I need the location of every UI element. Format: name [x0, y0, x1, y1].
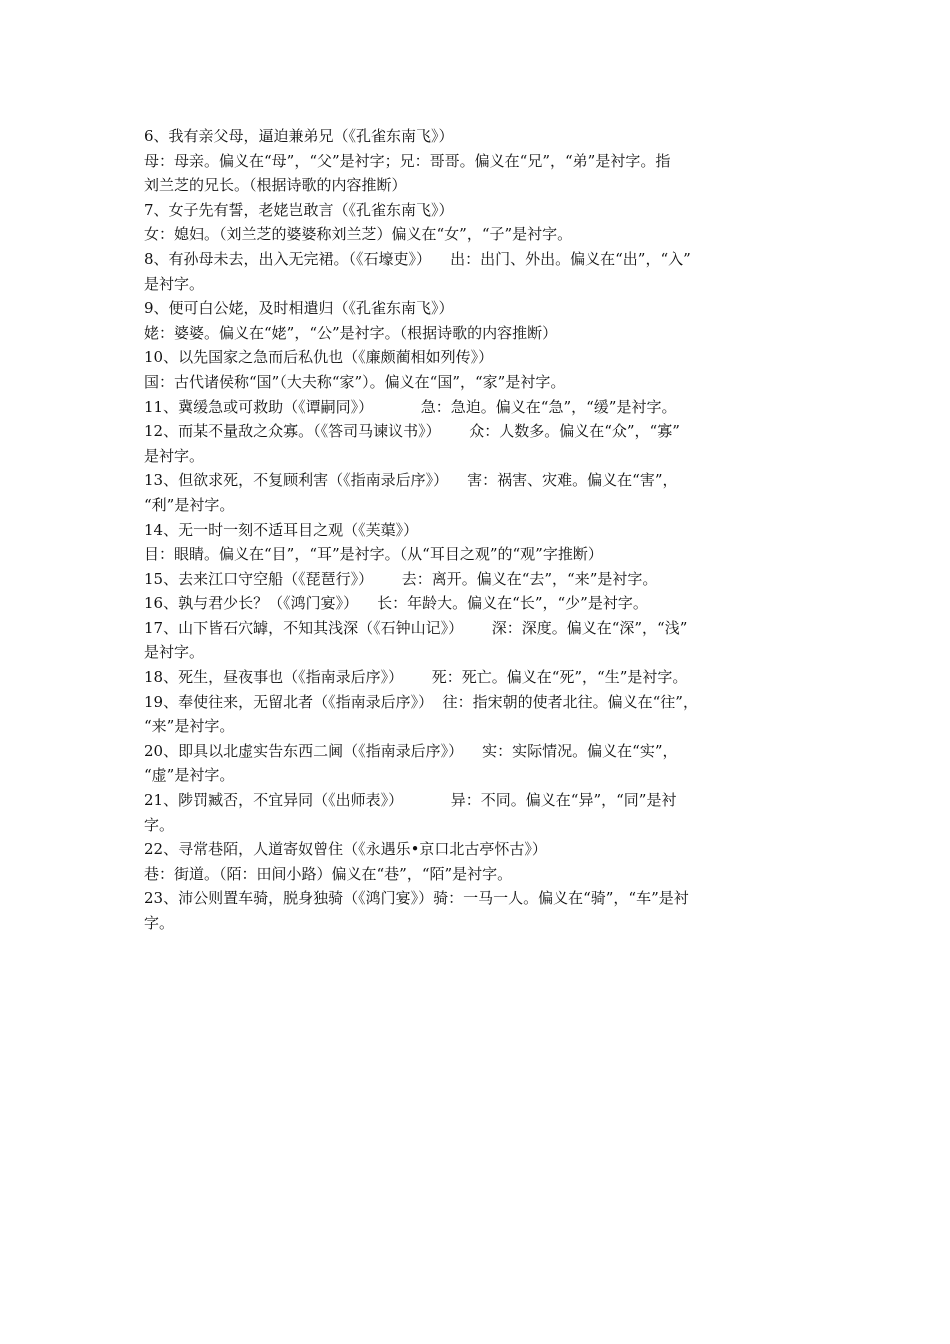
- text-line: 9、便可白公姥，及时相遣归（《孔雀东南飞》）: [144, 299, 454, 318]
- text-line: 字。: [144, 914, 175, 932]
- text-line: 15、去来江口守空船（《琵琶行》） 去：离开。偏义在“去”，“来”是衬字。: [144, 569, 658, 588]
- text-line: 12、而某不量敌之众寡。（《答司马谏议书》） 众：人数多。偏义在“众”，“寡”: [144, 422, 680, 441]
- text-line: 23、沛公则置车骑，脱身独骑（《鸿门宴》）骑：一马一人。偏义在“骑”，“车”是衬: [144, 889, 689, 908]
- text-line: 母：母亲。偏义在“母”，“父”是衬字；兄：哥哥。偏义在“兄”，“弟”是衬字。指: [144, 151, 671, 170]
- text-line: 14、无一时一刻不适耳目之观（《芙蕖》）: [144, 520, 419, 539]
- text-line: 8、有孙母未去，出入无完裙。（《石壕吏》） 出：出门、外出。偏义在“出”，“入”: [144, 249, 691, 268]
- text-line: 姥：婆婆。偏义在“姥”，“公”是衬字。（根据诗歌的内容推断）: [144, 323, 558, 342]
- text-line: 国：古代诸侯称“国”（大夫称“家”）。偏义在“国”，“家”是衬字。: [144, 372, 566, 391]
- document-body: [144, 124, 808, 936]
- text-line: 22、寻常巷陌，人道寄奴曾住（《永遇乐•京口北古亭怀古》）: [144, 840, 547, 859]
- text-line: “来”是衬字。: [144, 717, 235, 736]
- text-line: 刘兰芝的兄长。（根据诗歌的内容推断）: [144, 176, 407, 195]
- text-line: 字。: [144, 815, 175, 834]
- text-line: 18、死生，昼夜事也（《指南录后序》） 死：死亡。偏义在“死”，“生”是衬字。: [144, 668, 688, 687]
- text-line: 20、即具以北虚实告东西二阃（《指南录后序》） 实：实际情况。偏义在“实”，: [144, 741, 678, 760]
- text-line: 6、我有亲父母，逼迫兼弟兄（《孔雀东南飞》）: [144, 127, 454, 145]
- text-line: 16、孰与君少长？（《鸿门宴》） 长：年龄大。偏义在“长”，“少”是衬字。: [144, 594, 648, 613]
- text-line: 19、奉使往来，无留北者（《指南录后序》） 往：指宋朝的使者北往。偏义在“往”，: [144, 692, 698, 711]
- text-line: 10、以先国家之急而后私仇也（《廉颇蔺相如列传》）: [144, 348, 494, 367]
- text-line: “利”是衬字。: [144, 495, 235, 514]
- text-line: 是衬字。: [144, 446, 205, 465]
- text-line: 是衬字。: [144, 643, 205, 662]
- text-line: 7、女子先有誓，老姥岂敢言（《孔雀东南飞》）: [144, 200, 454, 219]
- text-line: 女：媳妇。（刘兰芝的婆婆称刘兰芝）偏义在“女”，“子”是衬字。: [144, 225, 573, 244]
- text-line: 17、山下皆石穴罅，不知其浅深（《石钟山记》） 深：深度。偏义在“深”，“浅”: [144, 618, 688, 637]
- text-line: 13、但欲求死，不复顾利害（《指南录后序》） 害：祸害、灾难。偏义在“害”，: [144, 471, 678, 490]
- text-line: 是衬字。: [144, 274, 205, 293]
- text-line: 11、冀缓急或可救助（《谭嗣同》） 急：急迫。偏义在“急”，“缓”是衬字。: [144, 397, 677, 416]
- text-line: 目：眼睛。偏义在“目”，“耳”是衬字。（从“耳目之观”的“观”字推断）: [144, 545, 603, 564]
- text-line: “虚”是衬字。: [144, 766, 235, 785]
- text-line: 21、陟罚臧否，不宜异同（《出师表》） 异：不同。偏义在“异”，“同”是衬: [144, 791, 677, 810]
- text-line: 巷：街道。（陌：田间小路）偏义在“巷”，“陌”是衬字。: [144, 864, 513, 883]
